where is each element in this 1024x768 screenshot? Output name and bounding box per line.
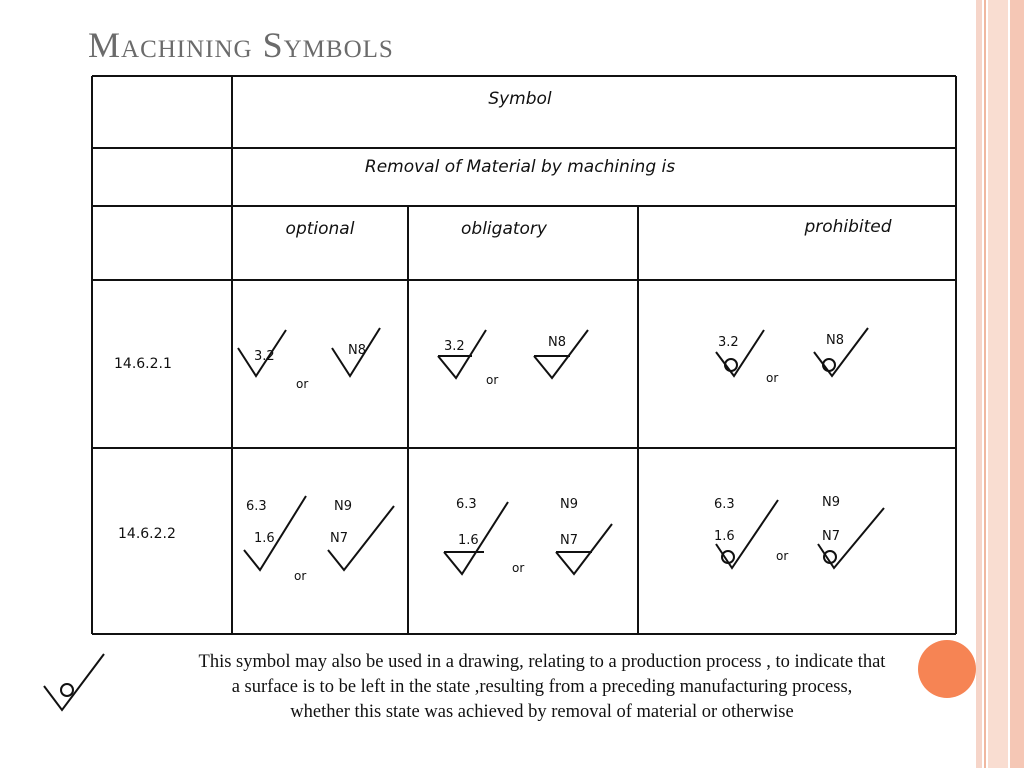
roughness-value: 3.2 <box>254 349 275 364</box>
border-stripe <box>984 0 986 768</box>
slide-title: Machining Symbols <box>88 25 394 65</box>
column-obligatory: obligatory <box>461 219 547 239</box>
column-optional: optional <box>285 219 355 239</box>
border-stripe <box>988 0 1008 768</box>
roughness-value-bottom: 1.6 <box>254 531 275 546</box>
symbol-table <box>88 72 968 642</box>
roughness-grade-bottom: N7 <box>560 533 578 548</box>
roughness-grade: N8 <box>548 335 566 350</box>
border-stripe <box>976 0 982 768</box>
roughness-grade-top: N9 <box>560 497 578 512</box>
or-label: or <box>776 549 789 563</box>
footer-note <box>112 650 972 725</box>
or-label: or <box>296 377 309 391</box>
machining-prohibited-icon <box>716 500 884 568</box>
column-prohibited: prohibited <box>804 217 892 237</box>
roughness-grade: N8 <box>348 343 366 358</box>
roughness-value: 3.2 <box>718 335 739 350</box>
header-symbol: Symbol <box>488 89 552 109</box>
roughness-grade-bottom: N7 <box>822 529 840 544</box>
roughness-value-top: 6.3 <box>246 499 267 514</box>
roughness-value-bottom: 1.6 <box>458 533 479 548</box>
or-label: or <box>766 371 779 385</box>
or-label: or <box>512 561 525 575</box>
roughness-value: 3.2 <box>444 339 465 354</box>
machining-prohibited-icon <box>716 328 868 376</box>
or-label: or <box>294 569 307 583</box>
or-label: or <box>486 373 499 387</box>
roughness-value-bottom: 1.6 <box>714 529 735 544</box>
decorative-border <box>976 0 1024 768</box>
footer-line-1: This symbol may also be used in a drawing, relating to a production process , to indicate that <box>198 652 886 672</box>
header-removal: Removal of Material by machining is <box>364 157 676 177</box>
machining-prohibited-icon <box>40 648 110 718</box>
border-stripe <box>1010 0 1024 768</box>
roughness-grade: N8 <box>826 333 844 348</box>
roughness-value-top: 6.3 <box>456 497 477 512</box>
roughness-grade-bottom: N7 <box>330 531 348 546</box>
row-ref: 14.6.2.1 <box>114 356 172 372</box>
roughness-value-top: 6.3 <box>714 497 735 512</box>
footer-line-3: whether this state was achieved by removal of material or otherwise <box>290 702 794 722</box>
roughness-grade-top: N9 <box>822 495 840 510</box>
roughness-grade-top: N9 <box>334 499 352 514</box>
footer-line-2: a surface is to be left in the state ,resulting from a preceding manufacturing process, <box>231 677 853 697</box>
row-ref: 14.6.2.2 <box>118 526 176 542</box>
